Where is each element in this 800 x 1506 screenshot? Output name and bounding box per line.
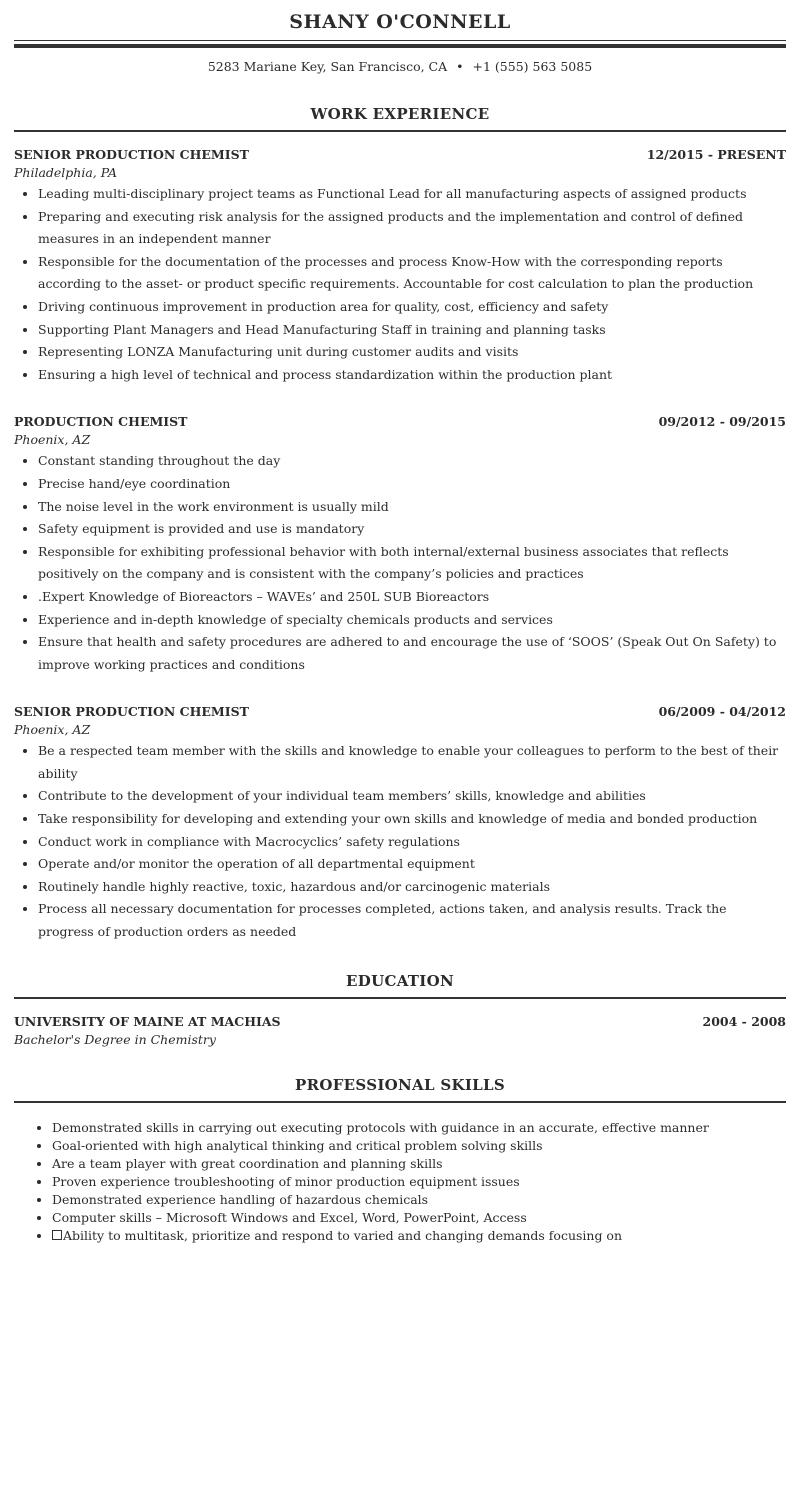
section-title-professional-skills: PROFESSIONAL SKILLS bbox=[295, 1075, 505, 1094]
list-item: • Responsible for the documentation of the processes and process Know-How with the corresponding reports according to the asset- or product specific requirements. Accountable for cost calculation to plan the production bbox=[38, 251, 786, 296]
section-divider bbox=[14, 130, 786, 132]
education-dates: 2004 - 2008 bbox=[702, 1013, 786, 1029]
education-entry bbox=[14, 1013, 786, 1049]
missing-glyph-box-icon bbox=[52, 1230, 62, 1240]
skills-list bbox=[14, 1119, 786, 1245]
job-bullets bbox=[14, 183, 786, 386]
degree: Bachelor's Degree in Chemistry bbox=[14, 1031, 216, 1047]
skill-text: Ability to multitask, prioritize and respond to varied and changing demands focusing on bbox=[63, 1227, 623, 1243]
job-header bbox=[14, 413, 786, 431]
list-item: • Precise hand/eye coordination bbox=[38, 473, 786, 496]
list-item: • Conduct work in compliance with Macrocyclics’ safety regulations bbox=[38, 831, 786, 854]
candidate-name: SHANY O'CONNELL bbox=[289, 11, 511, 33]
job-dates: 06/2009 - 04/2012 bbox=[658, 704, 786, 720]
list-item: • Goal-oriented with high analytical thinking and critical problem solving skills bbox=[52, 1137, 786, 1155]
job-bullets bbox=[14, 740, 786, 943]
list-item: • Leading multi-disciplinary project teams as Functional Lead for all manufacturing aspects of assigned products bbox=[38, 183, 786, 206]
list-item: • Constant standing throughout the day bbox=[38, 450, 786, 473]
list-item: • The noise level in the work environment is usually mild bbox=[38, 496, 786, 519]
section-title-education: EDUCATION bbox=[346, 971, 454, 990]
list-item: • Routinely handle highly reactive, toxic, hazardous and/or carcinogenic materials bbox=[38, 876, 786, 899]
list-item: • Are a team player with great coordination and planning skills bbox=[52, 1155, 786, 1173]
header-double-rule bbox=[14, 40, 786, 48]
job-header bbox=[14, 703, 786, 721]
job-entry bbox=[14, 413, 786, 676]
phone: +1 (555) 563 5085 bbox=[472, 59, 593, 74]
list-item: • Ensure that health and safety procedures are adhered to and encourage the use of ‘SOOS’ (Speak Out On Safety) to improve working practices and conditions bbox=[38, 631, 786, 676]
job-dates: 09/2012 - 09/2015 bbox=[658, 414, 786, 430]
list-item: • Be a respected team member with the skills and knowledge to enable your colleagues to perform to the best of their ability bbox=[38, 740, 786, 785]
list-item: • Take responsibility for developing and extending your own skills and knowledge of media and bonded production bbox=[38, 808, 786, 831]
job-dates: 12/2015 - PRESENT bbox=[646, 147, 786, 162]
section-divider bbox=[14, 997, 786, 999]
list-item: • Preparing and executing risk analysis for the assigned products and the implementation and control of defined measures in an independent manner bbox=[38, 206, 786, 251]
list-item: • Demonstrated experience handling of hazardous chemicals bbox=[52, 1191, 786, 1209]
resume-page bbox=[14, 0, 786, 1245]
education-header bbox=[14, 1013, 786, 1031]
list-item: • Responsible for exhibiting professional behavior with both internal/external business associates that reflects positively on the company and is consistent with the company’s policies and practices bbox=[38, 541, 786, 586]
section-title-work-experience: WORK EXPERIENCE bbox=[310, 105, 490, 123]
job-entry bbox=[14, 146, 786, 386]
list-item bbox=[52, 1227, 786, 1245]
list-item: • Operate and/or monitor the operation of all departmental equipment bbox=[38, 853, 786, 876]
work-experience-section bbox=[14, 104, 786, 944]
skills-section bbox=[14, 1075, 786, 1245]
list-item: • Safety equipment is provided and use is mandatory bbox=[38, 518, 786, 541]
contact-line bbox=[14, 58, 786, 76]
list-item: • Representing LONZA Manufacturing unit during customer audits and visits bbox=[38, 341, 786, 364]
list-item: • Ensuring a high level of technical and process standardization within the production plant bbox=[38, 364, 786, 387]
list-item: • Computer skills – Microsoft Windows and Excel, Word, PowerPoint, Access bbox=[52, 1209, 786, 1227]
list-item: • Process all necessary documentation for processes completed, actions taken, and analysis results. Track the progress of production orders as needed bbox=[38, 898, 786, 943]
list-item: • Experience and in-depth knowledge of specialty chemicals products and services bbox=[38, 609, 786, 632]
job-location: Philadelphia, PA bbox=[14, 165, 118, 180]
job-header bbox=[14, 146, 786, 164]
job-title: PRODUCTION CHEMIST bbox=[14, 414, 188, 430]
job-title: SENIOR PRODUCTION CHEMIST bbox=[14, 147, 249, 162]
list-item: • Supporting Plant Managers and Head Manufacturing Staff in training and planning tasks bbox=[38, 319, 786, 342]
bullet-separator: • bbox=[456, 59, 464, 74]
list-item: • Driving continuous improvement in production area for quality, cost, efficiency and safety bbox=[38, 296, 786, 319]
job-title: SENIOR PRODUCTION CHEMIST bbox=[14, 704, 249, 720]
job-location: Phoenix, AZ bbox=[14, 432, 91, 448]
education-section bbox=[14, 971, 786, 1049]
job-entry bbox=[14, 703, 786, 943]
job-location: Phoenix, AZ bbox=[14, 722, 91, 738]
list-item: • Demonstrated skills in carrying out executing protocols with guidance in an accurate, effective manner bbox=[52, 1119, 786, 1137]
section-divider bbox=[14, 1101, 786, 1103]
job-bullets bbox=[14, 450, 786, 676]
list-item: • Contribute to the development of your individual team members’ skills, knowledge and abilities bbox=[38, 785, 786, 808]
school-name: UNIVERSITY OF MAINE AT MACHIAS bbox=[14, 1013, 281, 1029]
list-item: • .Expert Knowledge of Bioreactors – WAVEs’ and 250L SUB Bioreactors bbox=[38, 586, 786, 609]
list-item: • Proven experience troubleshooting of minor production equipment issues bbox=[52, 1173, 786, 1191]
address: 5283 Mariane Key, San Francisco, CA bbox=[207, 59, 448, 74]
